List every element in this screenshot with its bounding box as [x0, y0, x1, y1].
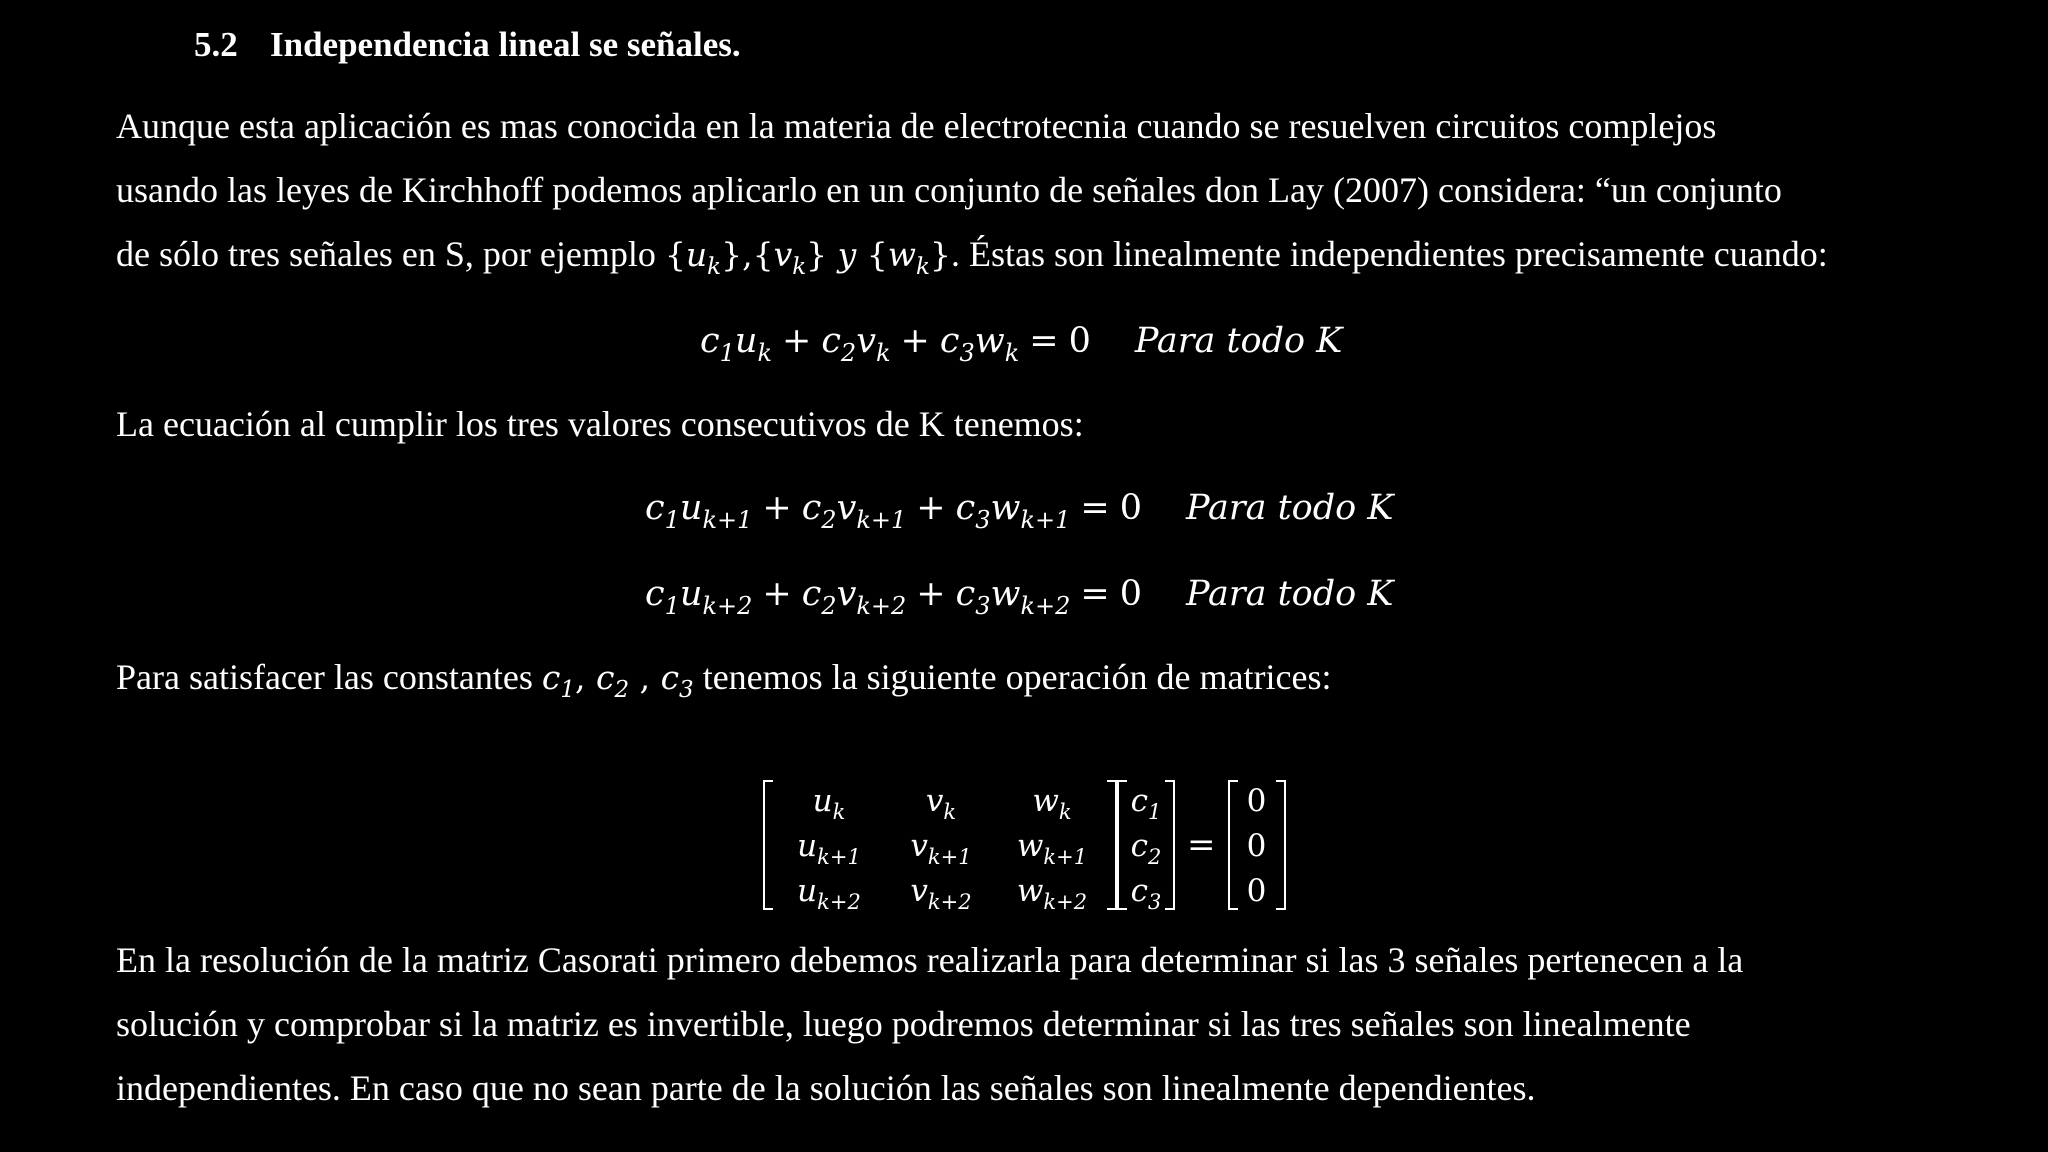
constants-line	[116, 645, 1331, 709]
constants-vector: $c_1$ $c_2$ $c_3$	[1117, 778, 1175, 912]
equation-2-label: Para todo K	[1186, 488, 1394, 528]
consecutive-values-paragraph	[116, 392, 1084, 456]
casorati-line-3: independientes. En caso que no sean parte de la solución las señales son linealmente dependientes.	[116, 1068, 1536, 1108]
equation-3-label: Para todo K	[1186, 574, 1394, 614]
intro-paragraph	[116, 94, 1828, 286]
zero-vector: 0 0 0	[1228, 778, 1286, 912]
intro-line-2: usando las leyes de Kirchhoff podemos aplicarlo en un conjunto de señales don Lay (2007) considera: “un conjunto	[116, 170, 1782, 210]
casorati-matrix-equation	[763, 778, 1286, 912]
consecutive-values-line: La ecuación al cumplir los tres valores consecutivos de K tenemos:	[116, 404, 1084, 444]
section-title: Independencia lineal se señales.	[270, 25, 741, 64]
section-number: 5.2	[194, 25, 238, 64]
equation-1: $c_1u_k + c_2v_k + c_3w_k = 0$ Para todo K	[700, 321, 1343, 367]
constants-line-end: tenemos la siguiente operación de matrices:	[693, 657, 1332, 697]
casorati-paragraph	[116, 928, 1743, 1120]
signal-set-formula: $\{u_k\},\{v_k\}$ y $\{w_k\}$	[664, 235, 951, 280]
intro-line-3-end: . Éstas son linealmente independientes precisamente cuando:	[950, 234, 1828, 274]
intro-line-3	[116, 222, 1828, 286]
casorati-line-1: En la resolución de la matriz Casorati primero debemos realizarla para determinar si las 3 señales pertenecen a la	[116, 940, 1744, 980]
intro-line-3-start: de sólo tres señales en S, por ejemplo	[116, 234, 665, 274]
equation-2: $c_1u_{k+1} + c_2v_{k+1} + c_3w_{k+1} = 0$ Para todo K	[645, 488, 1394, 534]
casorati-line-2: solución y comprobar si la matriz es invertible, luego podremos determinar si las tres señales son linealmente	[116, 1004, 1691, 1044]
constants-line-start: Para satisfacer las constantes	[116, 657, 542, 697]
constants-formula: $c_1$, $c_2$ , $c_3$	[541, 658, 694, 703]
equals-sign: =	[1187, 825, 1216, 865]
equation-3: $c_1u_{k+2} + c_2v_{k+2} + c_3w_{k+2} = 0$ Para todo K	[645, 574, 1394, 620]
intro-line-1: Aunque esta aplicación es mas conocida en la materia de electrotecnia cuando se resuelven circuitos complejos	[116, 106, 1717, 146]
casorati-matrix: $u_k$ $v_k$ $w_k$ $u_{k+1}$ $v_{k+1}$ $w_{k+1}$ $u_{k+2}$ $v_{k+2}$ $w_{k+2}$	[763, 778, 1117, 912]
constants-paragraph	[116, 645, 1331, 709]
equation-1-label: Para todo K	[1134, 321, 1343, 361]
section-heading	[194, 20, 741, 70]
